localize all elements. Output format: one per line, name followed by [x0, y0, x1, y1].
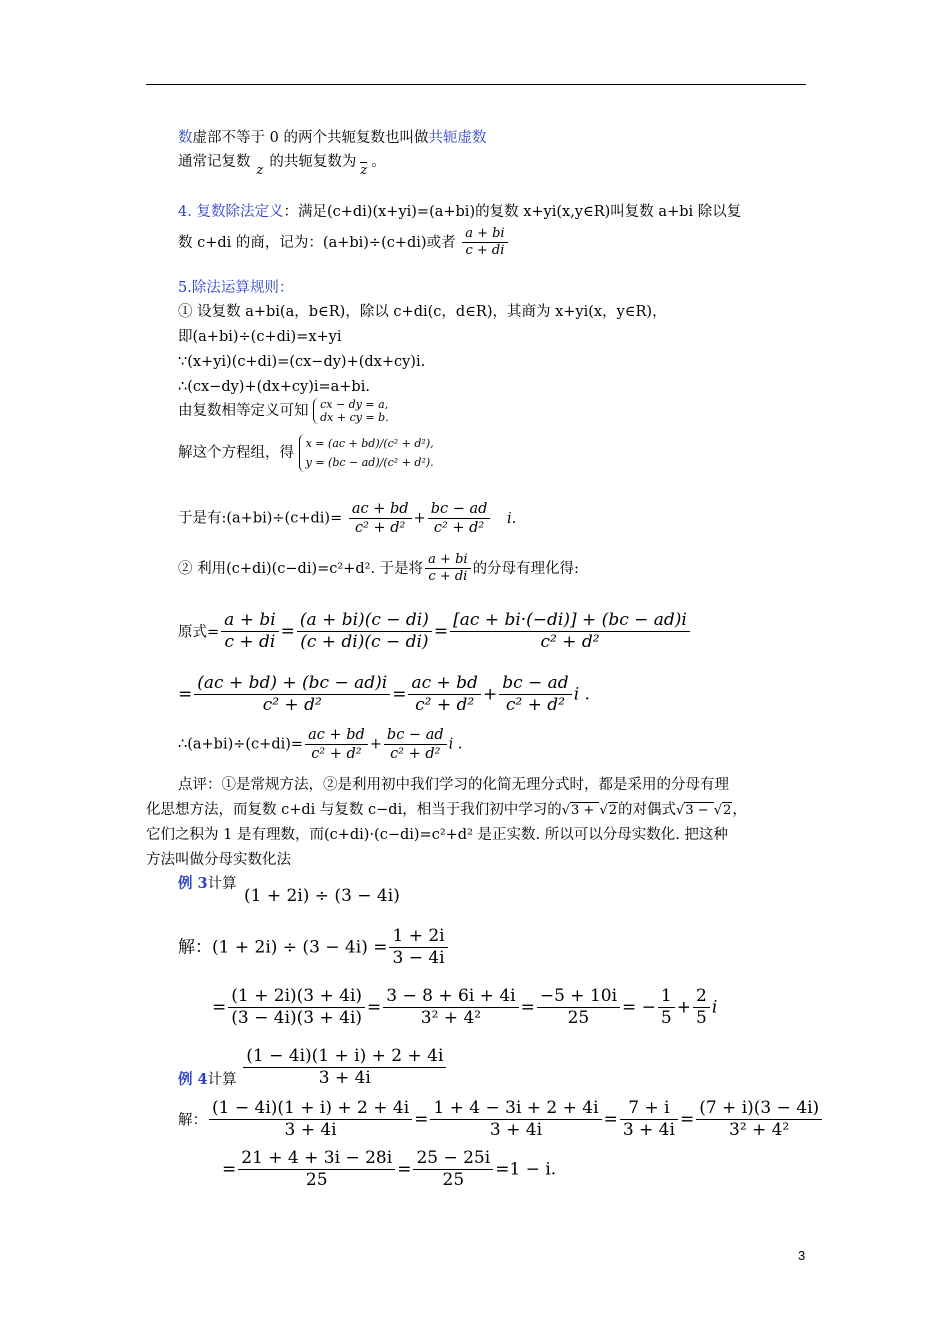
fraction: $\frac{[ac + bi\cdot(-di)] + (bc - ad)i}{\text{c² + d²}}$ — [450, 610, 690, 654]
equation-system-2: 解这个方程组，得 x = (ac + bd)/(c² + d²), y = (bc − ad)/(c² + d²). — [178, 434, 434, 472]
fraction: $\frac{ac + bd}{\text{c² + d²}}$ — [408, 673, 480, 717]
fraction: $\frac{(ac + bd) + (bc - ad)i}{\text{c² + d²}}$ — [194, 673, 390, 717]
brace-system: x = (ac + bd)/(c² + d²), y = (bc − ad)/(c² + d²). — [299, 434, 434, 472]
example-3-heading: 例 3计算 — [178, 875, 237, 892]
example-4-heading: 例 4计算 $\frac{(1 - 4i)(1 + i) + 2 + 4i}{3 + 4i}$ — [178, 1046, 448, 1090]
fraction: $\frac{2}{5}$ — [693, 986, 710, 1030]
fraction: $\frac{(1 - 4i)(1 + i) + 2 + 4i}{3 + 4i}$ — [243, 1046, 446, 1090]
text-line: ∴(cx−dy)+(dx+cy)i=a+bi. — [178, 379, 370, 395]
fraction: $\frac{1 + 2i}{3 - 4i}$ — [389, 926, 447, 970]
fraction: $\frac{1}{5}$ — [658, 986, 675, 1030]
fraction: $\frac{a + bi}{c + di}$ — [425, 552, 470, 586]
brace-system: cx − dy = a, dx + cy = b. — [313, 398, 389, 424]
definition-4-cont: 数 c+di 的商，记为：(a+bi)÷(c+di)或者 $\frac{a + bi}{c + di}$ — [178, 226, 510, 260]
fraction: $\frac{bc - ad}{\text{c² + d²}}$ — [428, 500, 491, 537]
fraction: $\frac{bc - ad}{\text{c² + d²}}$ — [499, 673, 571, 717]
comment-line-1: 点评：①是常规方法，②是利用初中我们学习的化简无理分式时，都是采用的分母有理 — [178, 777, 729, 793]
definition-4: 4. 复数除法定义：满足(c+di)(x+yi)=(a+bi)的复数 x+yi(x,y∈R)叫复数 a+bi 除以复 — [178, 204, 742, 220]
fraction: $\frac{1 + 4 - 3i + 2 + 4i}{3 + 4i}$ — [430, 1098, 601, 1142]
fraction: $\frac{a + bi}{c + di}$ — [221, 610, 279, 654]
equation-system-1: 由复数相等定义可知 cx − dy = a, dx + cy = b. — [178, 398, 389, 425]
fraction: $\frac{ac + bd}{\text{c² + d²}}$ — [349, 500, 412, 537]
text-line: 通常记复数z的共轭复数为z。 — [178, 154, 386, 178]
example-3-expression: (1 + 2i) ÷ (3 − 4i) — [244, 886, 400, 906]
header-rule — [146, 84, 806, 85]
derivation-conclusion: ∴(a+bi)÷(c+di)= $\frac{ac + bd}{\text{c² + d²}}$ + $\frac{bc - ad}{\text{c² + d²}}$ i . — [178, 727, 463, 763]
fraction: $\frac{a + bi}{c + di}$ — [462, 226, 507, 260]
example-4-solution-2: = $\frac{21 + 4 + 3i - 28i}{25}$ = $\frac{25 - 25i}{25}$ =1 − i. — [222, 1148, 557, 1191]
fraction: $\frac{7 + i}{3 + 4i}$ — [620, 1098, 678, 1142]
text-line: 数虚部不等于 0 的两个共轭复数也叫做共轭虚数 — [178, 130, 487, 146]
comment-line-4: 方法叫做分母实数化法 — [146, 852, 291, 868]
method-2-line: ② 利用(c+di)(c−di)=c²+d². 于是将 $\frac{a + bi}{c + di}$ 的分母有理化得: — [178, 552, 579, 585]
page-number: 3 — [798, 1248, 806, 1263]
fraction: $\frac{21 + 4 + 3i - 28i}{25}$ — [238, 1148, 395, 1192]
rule-5-heading: 5.除法运算规则： — [178, 280, 294, 296]
text-line: 即(a+bi)÷(c+di)=x+yi — [178, 329, 342, 345]
example-3-solution-2: = $\frac{(1 + 2i)(3 + 4i)}{(3 - 4i)(3 + 4i)}$ = $\frac{3 - 8 + 6i + 4i}{\text{3² + 4²}}$ = $\frac{-5 + 10i}{25}$ = − $\frac{1}{5}$ + $\frac{2}{5}$ i — [212, 986, 718, 1029]
fraction: $\frac{(7 + i)(3 - 4i)}{\text{3² + 4²}}$ — [696, 1098, 822, 1142]
fraction: $\frac{3 - 8 + 6i + 4i}{\text{3² + 4²}}$ — [383, 986, 518, 1030]
text-line: ① 设复数 a+bi(a，b∈R)，除以 c+di(c，d∈R)，其商为 x+yi(x，y∈R)， — [178, 304, 667, 320]
fraction: $\frac{25 - 25i}{25}$ — [413, 1148, 493, 1192]
example-4-solution-1: 解： $\frac{(1 - 4i)(1 + i) + 2 + 4i}{3 + 4i}$ = $\frac{1 + 4 - 3i + 2 + 4i}{3 + 4i}$ = $\frac{7 + i}{3 + 4i}$ = $\frac{(7 + i)(3 - 4i)}{\text{3² + 4²}}$ — [178, 1098, 824, 1142]
fraction: $\frac{ac + bd}{\text{c² + d²}}$ — [305, 726, 368, 763]
fraction: $\frac{-5 + 10i}{25}$ — [537, 986, 620, 1030]
comment-line-3: 它们之积为 1 是有理数，而(c+di)·(c−di)=c²+d² 是正实数. 所以可以分母实数化. 把这种 — [146, 827, 728, 843]
example-3-solution-1: 解：(1 + 2i) ÷ (3 − 4i) = $\frac{1 + 2i}{3 - 4i}$ — [178, 926, 450, 970]
fraction: $\frac{(1 - 4i)(1 + i) + 2 + 4i}{3 + 4i}$ — [209, 1098, 412, 1142]
fraction: $\frac{(a + bi)(c - di)}{(c + di)(c - di)}$ — [297, 610, 432, 654]
derivation-line-2: = $\frac{(ac + bd) + (bc - ad)i}{\text{c² + d²}}$ = $\frac{ac + bd}{\text{c² + d²}}$ + $\frac{bc - ad}{\text{c² + d²}}$ i . — [178, 673, 590, 716]
comment-line-2: 化思想方法，而复数 c+di 与复数 c−di，相当于我们初中学习的√3 + √2的对偶式√3 − √2， — [146, 802, 747, 818]
result-line: 于是有:(a+bi)÷(c+di)= $\frac{ac + bd}{\text{c² + d²}}$ + $\frac{bc - ad}{\text{c² + d²}}$ i. — [178, 501, 517, 537]
fraction: $\frac{bc - ad}{\text{c² + d²}}$ — [384, 726, 447, 763]
derivation-line-1: 原式= $\frac{a + bi}{c + di}$ = $\frac{(a + bi)(c - di)}{(c + di)(c - di)}$ = $\frac{[ac + bi\cdot(-di)] + (bc - ad)i}{\text{c² + d²}}$ — [178, 610, 692, 654]
text-line: ∵(x+yi)(c+di)=(cx−dy)+(dx+cy)i. — [178, 354, 426, 370]
fraction: $\frac{(1 + 2i)(3 + 4i)}{(3 - 4i)(3 + 4i)}$ — [228, 986, 365, 1030]
